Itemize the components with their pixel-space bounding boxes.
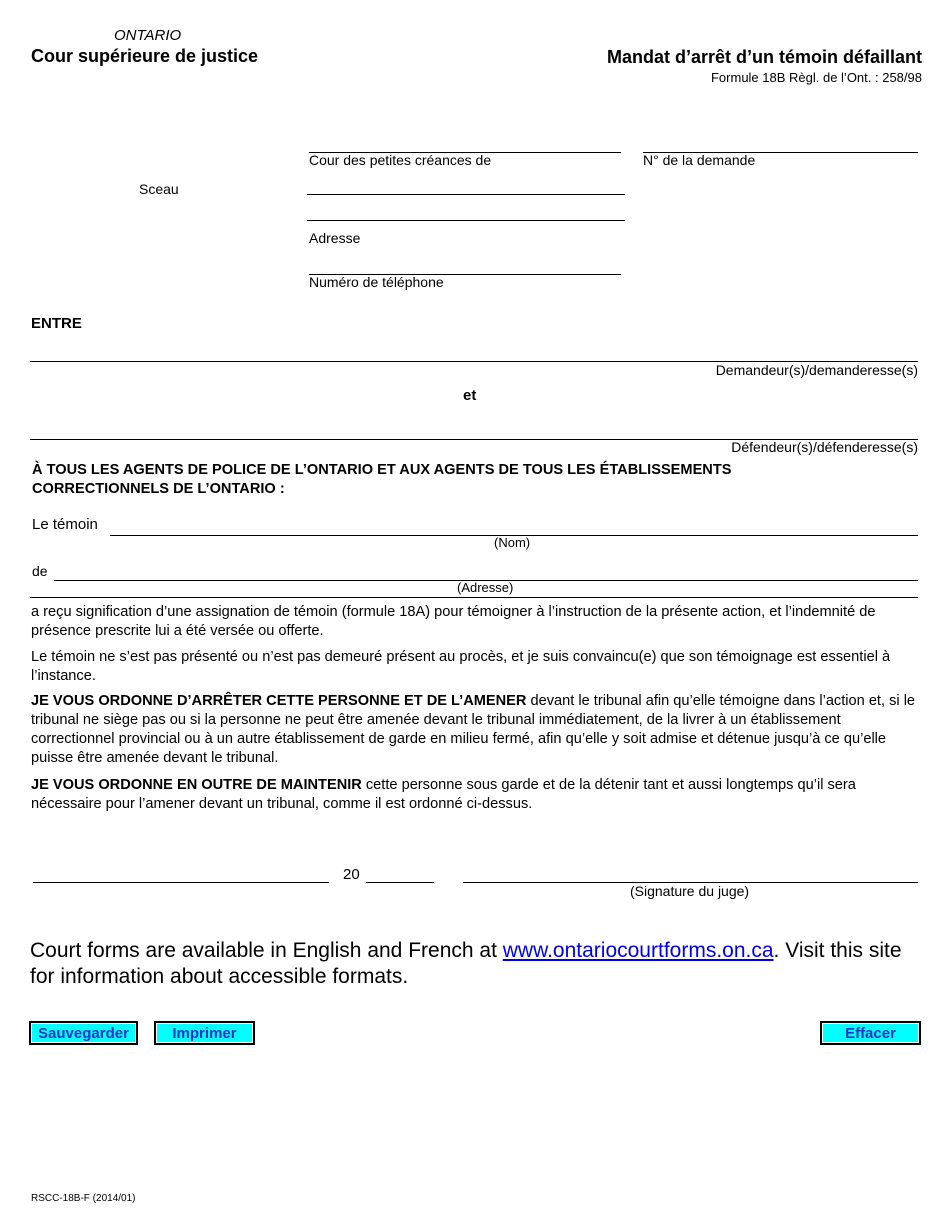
form-code: RSCC-18B-F (2014/01) [31,1193,136,1204]
clear-button[interactable]: Effacer [821,1022,920,1044]
claim-number-label: N° de la demande [643,152,756,168]
forms-notice-text-end: . Visit this site for information about accessible formats. [30,939,902,988]
address-field-line-2[interactable] [307,220,625,221]
defendant-label: Défendeur(s)/défenderesse(s) [731,439,918,455]
arrest-order-text: devant le tribunal afin qu’elle témoigne dans l’action et, si le tribunal ne siège pas ou si la personne ne peut être amenée devant le tribunal immédiatement, de la livrer à un établissement correctionnel provincial ou à un autre établissement de garde en milieu fermé, afin qu’elle y soit admise et détenue jusqu’à ce qu’elle puisse être amenée devant le tribunal. [31,693,916,766]
detain-order-text: cette personne sous garde et de la détenir tant et aussi longtemps qu’il sera nécessaire pour l’amener devant un tribunal, comme il est ordonné ci-dessus. [31,777,856,812]
plaintiff-label: Demandeur(s)/demanderesse(s) [715,362,918,378]
small-claims-court-label: Cour des petites créances de [309,152,492,168]
forms-notice-text: Court forms are available in English and French at [30,939,503,962]
seal-label: Sceau [139,181,179,197]
addressee-heading: À TOUS LES AGENTS DE POLICE DE L’ONTARIO ET AUX AGENTS DE TOUS LES ÉTABLISSEMENTS CORRECTIONNELS DE L’ONTARIO : [32,462,732,497]
forms-notice [30,938,925,990]
arrest-order-paragraph [31,692,916,768]
address-label: Adresse [309,230,361,246]
form-title: Mandat d’arrêt d’un témoin défaillant [606,47,922,67]
between-label: ENTRE [31,315,82,332]
address-caption: (Adresse) [457,580,514,595]
judge-signature-caption: (Signature du juge) [630,883,750,899]
service-paragraph: a reçu signification d’une assignation de témoin (formule 18A) pour témoigner à l’instruction de la présente action, et l’indemnité de présence prescrite lui a été versée ou offerte. [31,604,876,639]
year-prefix: 20 [343,866,360,883]
phone-label: Numéro de téléphone [309,274,444,290]
witness-label: Le témoin [32,516,98,533]
of-label: de [32,563,48,579]
divider [30,597,918,598]
province-label: ONTARIO [114,27,182,44]
save-button[interactable]: Sauvegarder [30,1022,137,1044]
arrest-order-bold: JE VOUS ORDONNE D’ARRÊTER CETTE PERSONNE ET DE L’AMENER [31,693,527,709]
form-reference: Formule 18B Règl. de l’Ont. : 258/98 [710,70,922,85]
detain-order-bold: JE VOUS ORDONNE EN OUTRE DE MAINTENIR [31,777,362,793]
ontario-court-forms-link[interactable]: www.ontariocourtforms.on.ca [502,939,774,962]
absence-paragraph: Le témoin ne s’est pas présenté ou n’est pas demeuré présent au procès, et je suis convaincu(e) que son témoignage est essentiel à l’instance. [31,649,891,684]
detain-order-paragraph [31,776,916,814]
print-button[interactable]: Imprimer [155,1022,254,1044]
and-label: et [463,387,477,404]
date-field[interactable] [33,882,329,883]
address-field-line-1[interactable] [307,194,625,195]
name-caption: (Nom) [494,535,531,550]
court-name: Cour supérieure de justice [31,46,259,66]
year-field[interactable] [366,882,434,883]
